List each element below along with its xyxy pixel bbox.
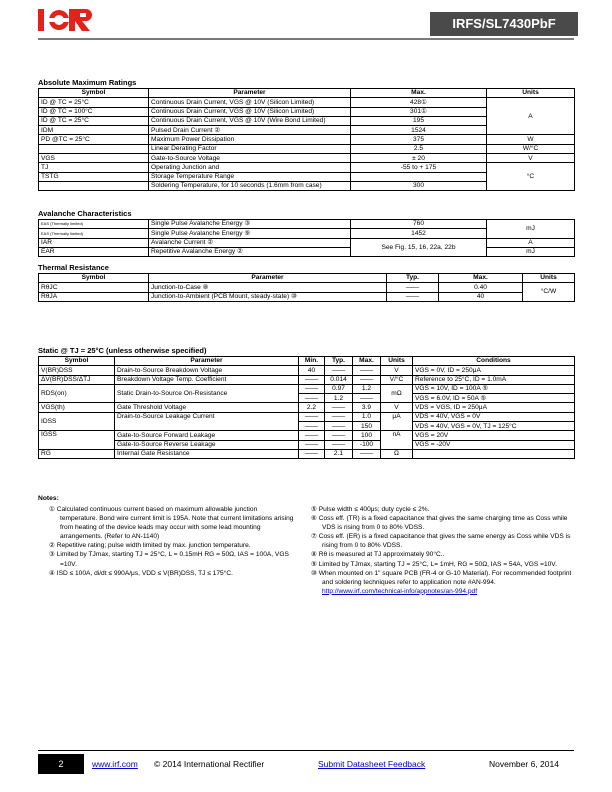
col-header: Max. — [351, 89, 487, 98]
typ-value: —— — [325, 412, 353, 421]
static-table — [38, 356, 575, 459]
parameter: Continuous Drain Current, VGS @ 10V (Wire Bond Limited) — [149, 116, 351, 125]
parameter: Storage Temperature Range — [149, 172, 351, 181]
parameter: Gate-to-Source Forward Leakage — [115, 431, 299, 440]
footer — [38, 754, 574, 774]
conditions: VGS = 20V — [413, 431, 575, 440]
col-header: Min. — [299, 357, 325, 366]
symbol: RDS(on) — [39, 384, 115, 403]
conditions: VDS = 40V, VGS = 0V — [413, 412, 575, 421]
max-value: 760 — [351, 220, 487, 229]
unit: mΩ — [381, 384, 413, 403]
col-header: Symbol — [39, 89, 149, 98]
table-row — [39, 135, 575, 144]
table-header-row — [39, 357, 575, 366]
unit: mJ — [487, 220, 575, 239]
parameter: Gate-to-Source Reverse Leakage — [115, 440, 299, 449]
note-item: ⑨ Limited by TJmax, starting TJ = 25°C, L= 1mH, RG = 50Ω, IAS = 54A, VGS =10V. — [311, 560, 557, 568]
table-row — [39, 449, 575, 458]
max-value: See Fig. 15, 16, 22a, 22b — [351, 238, 487, 257]
conditions: VGS = 6.0V, ID = 50A ⑤ — [413, 394, 575, 403]
max-value: 1452 — [351, 229, 487, 238]
website-link[interactable]: www.irf.com — [92, 759, 138, 769]
max-value: 3.9 — [353, 403, 381, 412]
col-header: Parameter — [115, 357, 299, 366]
max-value: 0.40 — [439, 283, 523, 292]
feedback-link[interactable]: Submit Datasheet Feedback — [318, 759, 426, 769]
ir-logo — [38, 9, 98, 31]
typ-value: 2.1 — [325, 449, 353, 458]
symbol: RθJC — [39, 283, 149, 292]
footer-rule — [38, 750, 574, 751]
notes-left — [49, 505, 294, 578]
table-row — [39, 366, 575, 375]
unit: W/°C — [487, 144, 575, 153]
max-value: 195 — [351, 116, 487, 125]
max-value: —— — [353, 375, 381, 384]
parameter: Gate Threshold Voltage — [115, 403, 299, 412]
max-value: 1524 — [351, 126, 487, 135]
max-value: ± 20 — [351, 154, 487, 163]
part-number-banner: IRFS/SL7430PbF — [430, 12, 578, 36]
parameter: Continuous Drain Current, VGS @ 10V (Silicon Limited) — [149, 107, 351, 116]
col-header: Units — [381, 357, 413, 366]
max-value: -100 — [353, 440, 381, 449]
col-header: Max. — [353, 357, 381, 366]
symbol: ID @ TC = 100°C — [39, 107, 149, 116]
max-value: 2.5 — [351, 144, 487, 153]
parameter: Drain-to-Source Breakdown Voltage — [115, 366, 299, 375]
conditions: VGS = -20V — [413, 440, 575, 449]
parameter: Single Pulse Avalanche Energy ③ — [149, 220, 351, 229]
conditions — [413, 449, 575, 458]
min-value: —— — [299, 440, 325, 449]
parameter: Gate-to-Source Voltage — [149, 154, 351, 163]
typ-value: —— — [325, 431, 353, 440]
typ-value: 1.2 — [325, 394, 353, 403]
max-value: 375 — [351, 135, 487, 144]
symbol: IAR — [39, 238, 149, 247]
table-row — [39, 431, 575, 440]
abs-max-table — [38, 88, 575, 191]
conditions: VDS = 40V, VGS = 0V, TJ = 125°C — [413, 422, 575, 431]
unit: °C/W — [523, 283, 575, 302]
min-value: —— — [299, 412, 325, 421]
parameter: Drain-to-Source Leakage Current — [115, 412, 299, 431]
conditions: VGS = 10V, ID = 100A ⑤ — [413, 384, 575, 393]
avalanche-title: Avalanche Characteristics — [38, 209, 132, 218]
max-value: 40 — [439, 292, 523, 301]
parameter: Pulsed Drain Current ② — [149, 126, 351, 135]
parameter: Maximum Power Dissipation — [149, 135, 351, 144]
notes-right — [311, 505, 575, 596]
unit: W — [487, 135, 575, 144]
min-value: 2.2 — [299, 403, 325, 412]
symbol: EAR — [39, 247, 149, 256]
avalanche-table — [38, 219, 575, 257]
table-header-row — [39, 89, 575, 98]
max-value: 1.0 — [353, 412, 381, 421]
parameter: Linear Derating Factor — [149, 144, 351, 153]
unit: μA — [381, 412, 413, 431]
symbol: VGS(th) — [39, 403, 115, 412]
col-header: Conditions — [413, 357, 575, 366]
min-value: 40 — [299, 366, 325, 375]
table-row — [39, 375, 575, 384]
min-value: —— — [299, 422, 325, 431]
note-item: ② Repetitive rating; pulse width limited by max. junction temperature. — [49, 542, 251, 550]
parameter: Soldering Temperature, for 10 seconds (1.6mm from case) — [149, 181, 351, 190]
table-row — [39, 154, 575, 163]
table-row — [39, 220, 575, 229]
note-item: ① Calculated continuous current based on maximum allowable junction temperature. Bond wire current limit is 195A. Note that current limitations arising from heating of the device leads may occur with some lead mounting arrangements. (Refer to AN-1140) — [49, 506, 294, 541]
min-value: —— — [299, 449, 325, 458]
typ-value: —— — [325, 422, 353, 431]
symbol: EAS (Thermally limited) — [39, 229, 149, 238]
parameter: Operating Junction and — [149, 163, 351, 172]
note-item: ④ ISD ≤ 100A, di/dt ≤ 990A/μs, VDD ≤ V(BR)DSS, TJ ≤ 175°C. — [49, 569, 233, 577]
table-row — [39, 283, 575, 292]
col-header: Symbol — [39, 357, 115, 366]
unit: V — [381, 366, 413, 375]
symbol: IDSS — [39, 412, 115, 431]
parameter: Repetitive Avalanche Energy ② — [149, 247, 351, 256]
parameter: Avalanche Current ② — [149, 238, 351, 247]
static-title: Static @ TJ = 25°C (unless otherwise specified) — [38, 346, 207, 355]
symbol: V(BR)DSS — [39, 366, 115, 375]
symbol: TSTG — [39, 172, 149, 181]
max-value: -55 to + 175 — [351, 163, 487, 172]
symbol: TJ — [39, 163, 149, 172]
symbol: ID @ TC = 25°C — [39, 98, 149, 107]
unit: V — [487, 154, 575, 163]
typ-value: —— — [325, 403, 353, 412]
unit: A — [487, 238, 575, 247]
parameter: Static Drain-to-Source On-Resistance — [115, 384, 299, 403]
table-row — [39, 163, 575, 172]
col-header: Parameter — [149, 89, 351, 98]
symbol: PD @TC = 25°C — [39, 135, 149, 144]
table-row — [39, 440, 575, 449]
note-item: ⑦ Coss eff. (ER) is a fixed capacitance that gives the same energy as Coss while VDS is rising from 0 to 80% VDSS. — [311, 533, 571, 550]
table-row — [39, 412, 575, 421]
parameter: Junction-to-Ambient (PCB Mount, steady-state) ⑩ — [149, 292, 387, 301]
typ-value: —— — [387, 292, 439, 301]
table-header-row — [39, 274, 575, 283]
max-value: 150 — [353, 422, 381, 431]
col-header: Max. — [439, 274, 523, 283]
conditions: Reference to 25°C, ID = 1.0mA — [413, 375, 575, 384]
symbol: RθJA — [39, 292, 149, 301]
min-value: —— — [299, 384, 325, 393]
col-header: Units — [487, 89, 575, 98]
min-value: —— — [299, 375, 325, 384]
unit: mJ — [487, 247, 575, 256]
max-value — [351, 172, 487, 181]
symbol: ΔV(BR)DSS/ΔTJ — [39, 375, 115, 384]
page-number: 2 — [38, 754, 84, 774]
unit: V/°C — [381, 375, 413, 384]
unit: A — [487, 98, 575, 135]
an-994-link[interactable]: http://www.irf.com/technical-info/appnotes/an-994.pdf — [322, 587, 478, 595]
note-item: ⑩ When mounted on 1" square PCB (FR-4 or G-10 Material). For recommended footprint and soldering techniques refer to application note #AN-994. — [311, 569, 572, 586]
header-rule — [38, 38, 574, 40]
col-header: Typ. — [325, 357, 353, 366]
max-value: —— — [353, 366, 381, 375]
typ-value: —— — [387, 283, 439, 292]
col-header: Units — [523, 274, 575, 283]
abs-max-title: Absolute Maximum Ratings — [38, 78, 137, 87]
notes-title: Notes: — [38, 495, 59, 502]
symbol — [39, 181, 149, 190]
note-item: ⑧ Rθ is measured at TJ approximately 90°C.. — [311, 551, 445, 559]
unit: °C — [487, 163, 575, 191]
max-value: 100 — [353, 431, 381, 440]
symbol: IGSS — [39, 431, 115, 450]
max-value: 301① — [351, 107, 487, 116]
symbol: RG — [39, 449, 115, 458]
typ-value: 0.97 — [325, 384, 353, 393]
thermal-table — [38, 273, 575, 302]
table-row — [39, 403, 575, 412]
typ-value: —— — [325, 440, 353, 449]
unit: V — [381, 403, 413, 412]
table-row — [39, 238, 575, 247]
symbol: VGS — [39, 154, 149, 163]
parameter: Junction-to-Case ⑧ — [149, 283, 387, 292]
typ-value: —— — [325, 366, 353, 375]
max-value: —— — [353, 394, 381, 403]
max-value: 300 — [351, 181, 487, 190]
min-value: —— — [299, 394, 325, 403]
date: November 6, 2014 — [489, 759, 559, 769]
symbol: ID @ TC = 25°C — [39, 116, 149, 125]
table-row — [39, 98, 575, 107]
symbol: EAS (Thermally limited) — [39, 220, 149, 229]
max-value: 428① — [351, 98, 487, 107]
table-row — [39, 292, 575, 301]
unit: nA — [381, 431, 413, 450]
parameter: Single Pulse Avalanche Energy ⑨ — [149, 229, 351, 238]
parameter: Breakdown Voltage Temp. Coefficient — [115, 375, 299, 384]
table-row — [39, 247, 575, 256]
max-value: —— — [353, 449, 381, 458]
conditions: VGS = 0V, ID = 250μA — [413, 366, 575, 375]
min-value: —— — [299, 431, 325, 440]
col-header: Typ. — [387, 274, 439, 283]
conditions: VDS = VGS, ID = 250μA — [413, 403, 575, 412]
max-value: 1.2 — [353, 384, 381, 393]
parameter: Internal Gate Resistance — [115, 449, 299, 458]
note-item: ⑤ Pulse width ≤ 400μs; duty cycle ≤ 2%. — [311, 506, 430, 513]
note-item: ⑥ Coss eff. (TR) is a fixed capacitance that gives the same charging time as Coss while VDS is rising from 0 to 80% VDSS. — [311, 515, 568, 532]
table-row — [39, 384, 575, 393]
unit: Ω — [381, 449, 413, 458]
thermal-title: Thermal Resistance — [38, 263, 109, 272]
symbol — [39, 144, 149, 153]
copyright: © 2014 International Rectifier — [154, 759, 265, 769]
typ-value: 0.014 — [325, 375, 353, 384]
parameter: Continuous Drain Current, VGS @ 10V (Silicon Limited) — [149, 98, 351, 107]
note-item: ③ Limited by TJmax, starting TJ = 25°C, L = 0.15mH RG = 50Ω, IAS = 100A, VGS =10V. — [49, 551, 289, 568]
col-header: Symbol — [39, 274, 149, 283]
table-row — [39, 144, 575, 153]
symbol: IDM — [39, 126, 149, 135]
col-header: Parameter — [149, 274, 387, 283]
